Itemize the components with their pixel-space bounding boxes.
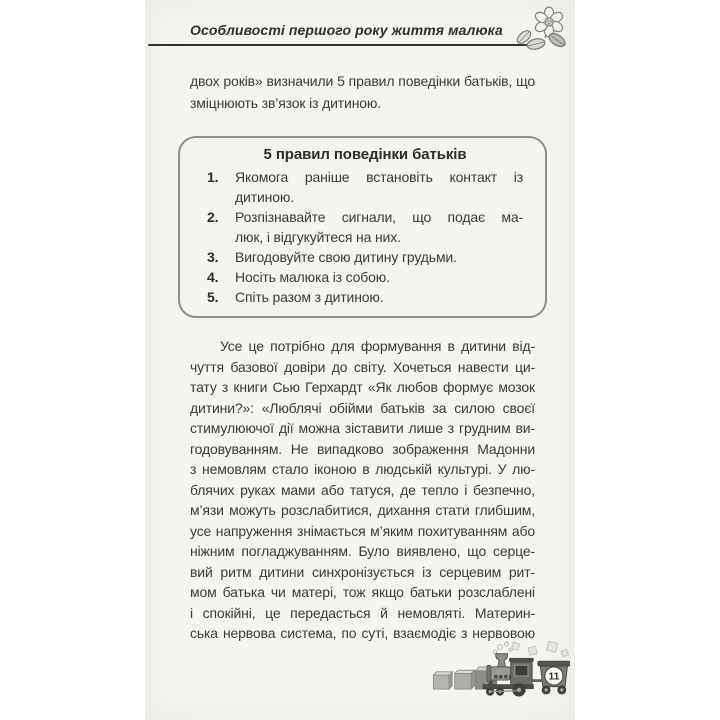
text-line: мом батька чи матері, тож якщо батьки розслаблені xyxy=(190,584,535,600)
text-line: і спокійні, це передасться й немовляті. Материн- xyxy=(190,604,535,621)
text-line: дитини?»: «Люблячі обійми батьків за силою своєї xyxy=(190,399,535,416)
chapter-header-title: Особливості першого року життя малюка xyxy=(190,22,503,38)
text-line: Якомога раніше встановіть контакт із xyxy=(235,169,523,185)
text-line: зміцнюють зв’язок із дитиною. xyxy=(190,95,382,111)
page-number: 11 xyxy=(548,671,560,683)
text-line: усе напруження знімається м’яким похитуванням або xyxy=(190,522,535,539)
text-line: Носіть малюка із собою. xyxy=(235,269,390,285)
intro-paragraph xyxy=(190,70,535,114)
wagon xyxy=(532,661,570,694)
rule-item xyxy=(207,207,523,247)
smoke-puffs-icon xyxy=(493,642,512,654)
text-line: ська нервова система, по суті, взаємодіє з нервовою xyxy=(190,625,535,641)
text-line: тату з книги Сью Герхардт «Як любов формує мозок xyxy=(190,379,535,395)
rule-item xyxy=(207,287,523,307)
text-line: Вигодовуйте свою дитину грудьми. xyxy=(235,249,457,265)
rules-box xyxy=(178,136,547,318)
rule-number: 1. xyxy=(207,169,219,185)
text-line: стимулюючої дії можна зіставити лише з грудним ви- xyxy=(190,420,535,436)
header-divider xyxy=(148,44,544,46)
rule-number: 3. xyxy=(207,249,219,265)
body-paragraph xyxy=(190,336,535,644)
rule-item xyxy=(207,267,523,287)
text-line: вий ритм дитини синхронізується із серцевим рит- xyxy=(190,563,535,580)
rule-number: 5. xyxy=(207,289,219,305)
text-line: Розпізнавайте сигнали, що подає ма- xyxy=(235,209,523,225)
rule-item xyxy=(207,167,523,207)
rules-list xyxy=(207,167,523,307)
page xyxy=(145,0,575,720)
smoke-cubes xyxy=(511,641,568,656)
text-line: чуття базової довіри до світу. Хочеться навести ци- xyxy=(190,358,535,375)
text-line: з немовлям стало іконою в людській культурі. У лю- xyxy=(190,461,535,477)
rules-box-title: 5 правил поведінки батьків xyxy=(263,146,467,163)
flower-sprig-icon xyxy=(511,4,571,56)
rule-item xyxy=(207,247,523,267)
text-line: дитиною. xyxy=(235,189,294,205)
toy-train-icon xyxy=(430,640,570,702)
text-line: ніжним погладжуванням. Було виявлено, що серце- xyxy=(190,543,535,559)
rule-number: 4. xyxy=(207,269,219,285)
locomotive xyxy=(483,654,534,697)
text-line: люк, і відгукуйтеся на них. xyxy=(235,229,401,245)
text-line: блячих руках мами або татуся, де тепло і безпечно, xyxy=(190,481,535,498)
text-line: годовуванням. Не випадково зображення Мадонни xyxy=(190,440,535,457)
text-line: двох років» визначили 5 правил поведінки батьків, що xyxy=(190,73,535,89)
text-line: Спіть разом з дитиною. xyxy=(235,289,384,305)
text-line: м’язи можуть розслабитися, дихання стати глибшим, xyxy=(190,502,535,518)
rule-number: 2. xyxy=(207,209,219,225)
text-line: Усе це потрібно для формування в дитини від- xyxy=(220,338,535,354)
